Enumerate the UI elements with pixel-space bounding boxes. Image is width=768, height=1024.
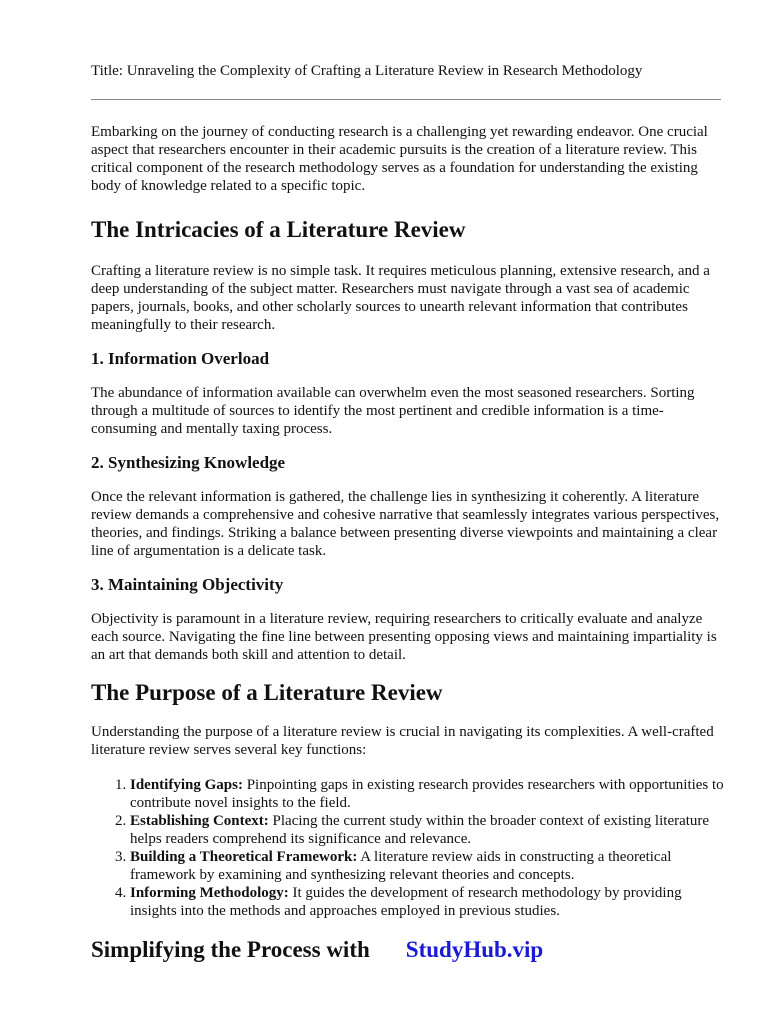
subheading-maintaining-objectivity: 3. Maintaining Objectivity bbox=[91, 575, 284, 594]
document-body bbox=[91, 123, 727, 964]
list-item-term: Identifying Gaps: bbox=[130, 777, 243, 793]
list-item bbox=[130, 884, 727, 920]
intricacies-paragraph: Crafting a literature review is no simple task. It requires meticulous planning, extensive research, and a deep understanding of the subject matter. Researchers must navigate through a vast sea of academic papers, journals, books, and other scholarly sources to unearth relevant information that contributes meaningfully to their research. bbox=[91, 263, 710, 333]
brand-link[interactable]: StudyHub.vip bbox=[405, 937, 544, 962]
subheading-synthesizing-knowledge: 2. Synthesizing Knowledge bbox=[91, 453, 286, 472]
intro-paragraph: Embarking on the journey of conducting research is a challenging yet rewarding endeavor. One crucial aspect that researchers encounter in their academic pursuits is the creation of a literature review. This critical component of the research methodology serves as a foundation for understanding the existing body of knowledge related to a specific topic. bbox=[91, 124, 708, 194]
purpose-list bbox=[91, 776, 727, 920]
list-item-text: A literature review aids in constructing a theoretical framework by examining and synthesizing relevant theories and concepts. bbox=[130, 849, 672, 883]
section-heading-simplifying bbox=[91, 936, 727, 964]
list-item-text: Pinpointing gaps in existing research provides researchers with opportunities to contribute novel insights to the field. bbox=[130, 777, 724, 811]
list-item-text: It guides the development of research methodology by providing insights into the methods and approaches employed in previous studies. bbox=[130, 885, 682, 919]
list-item-term: Informing Methodology: bbox=[130, 885, 289, 901]
section-heading-purpose: The Purpose of a Literature Review bbox=[91, 680, 443, 705]
maintaining-objectivity-paragraph: Objectivity is paramount in a literature review, requiring researchers to critically evaluate and analyze each source. Navigating the fine line between presenting opposing views and maintaining impartiality is an art that demands both skill and attention to detail. bbox=[91, 611, 717, 663]
list-item bbox=[130, 812, 727, 848]
list-item bbox=[130, 776, 727, 812]
synthesizing-knowledge-paragraph: Once the relevant information is gathered, the challenge lies in synthesizing it coherently. A literature review demands a comprehensive and cohesive narrative that seamlessly integrates various perspectives, theories, and findings. Striking a balance between presenting diverse viewpoints and maintaining a clear line of argumentation is a delicate task. bbox=[91, 489, 720, 559]
list-item-term: Establishing Context: bbox=[130, 813, 269, 829]
document-title: Title: Unraveling the Complexity of Crafting a Literature Review in Research Methodology bbox=[91, 63, 643, 79]
list-item-term: Building a Theoretical Framework: bbox=[130, 849, 358, 865]
horizontal-rule bbox=[91, 99, 721, 100]
simplifying-heading-text: Simplifying the Process with bbox=[91, 937, 370, 962]
information-overload-paragraph: The abundance of information available can overwhelm even the most seasoned researchers. Sorting through a multitude of sources to identify the most pertinent and credible information is a time-consuming and mentally taxing process. bbox=[91, 385, 695, 437]
section-heading-intricacies: The Intricacies of a Literature Review bbox=[91, 217, 466, 242]
subheading-information-overload: 1. Information Overload bbox=[91, 349, 270, 368]
purpose-paragraph: Understanding the purpose of a literature review is crucial in navigating its complexities. A well-crafted literature review serves several key functions: bbox=[91, 724, 714, 758]
list-item-text: Placing the current study within the broader context of existing literature helps readers comprehend its significance and relevance. bbox=[130, 813, 710, 847]
list-item bbox=[130, 848, 727, 884]
